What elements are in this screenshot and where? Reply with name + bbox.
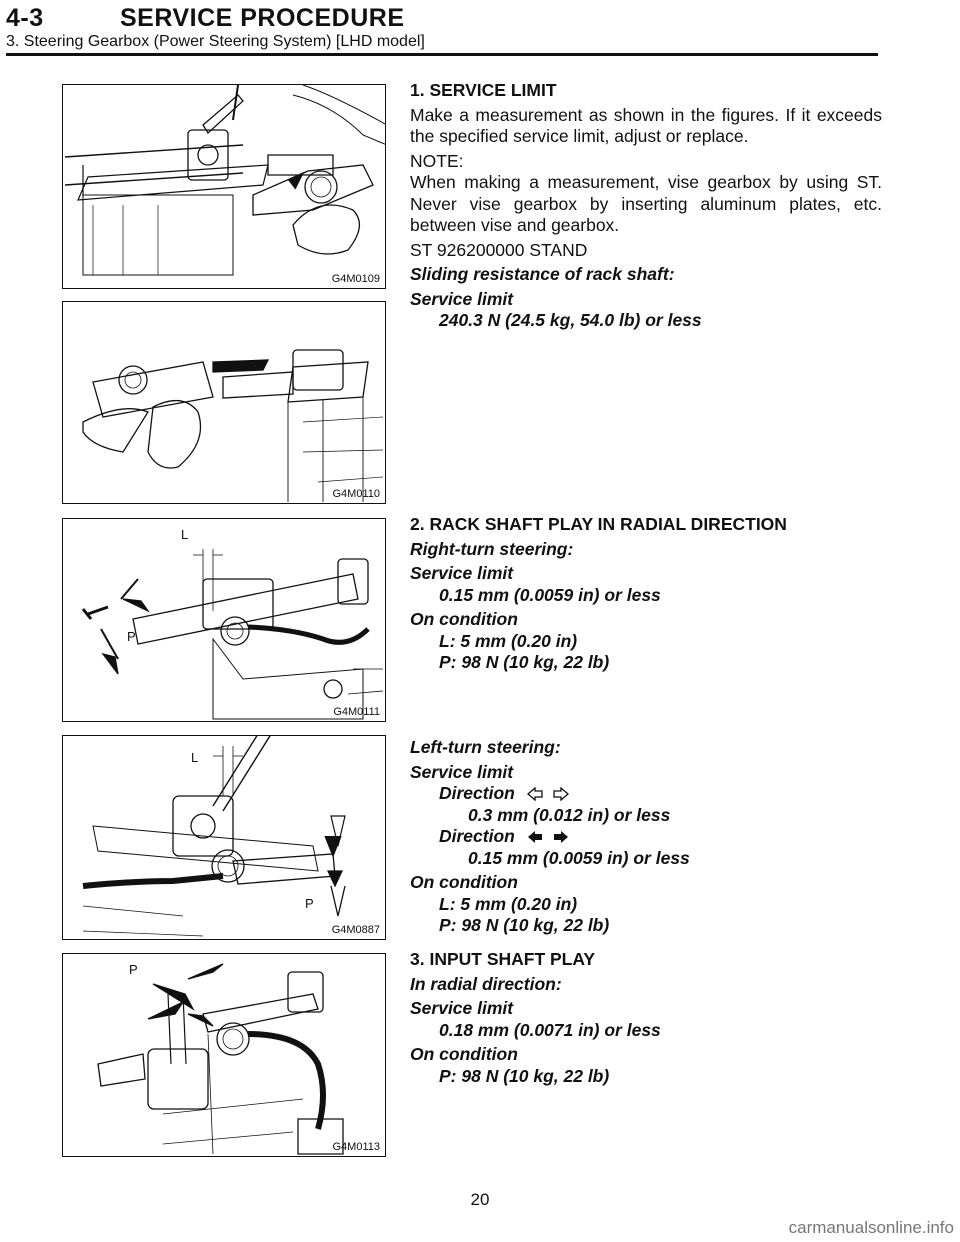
spec-item: Right-turn steering: (410, 538, 574, 559)
special-tool: ST 926200000 STAND (410, 239, 588, 260)
section-left-turn (410, 734, 882, 937)
figure-g4m0110 (62, 301, 386, 504)
figure-id: G4M0887 (331, 924, 380, 936)
section-heading: 1. SERVICE LIMIT (410, 80, 557, 100)
figure-id: G4M0109 (331, 273, 380, 285)
note-label: NOTE: (410, 150, 464, 171)
page-subtitle: 3. Steering Gearbox (Power Steering System) [LHD model] (6, 33, 425, 50)
figure-g4m0113 (62, 953, 386, 1157)
limit-value: 0.18 mm (0.0071 in) or less (439, 1019, 661, 1040)
page-number: 20 (470, 1190, 490, 1209)
figure-g4m0111 (62, 518, 386, 722)
section-rack-radial-play (410, 514, 882, 674)
condition-l: L: 5 mm (0.20 in) (439, 630, 578, 651)
direction-row-2 (410, 826, 882, 848)
spec-item: Left-turn steering: (410, 737, 561, 757)
condition-p: P: 98 N (10 kg, 22 lb) (439, 652, 610, 672)
section-heading: 3. INPUT SHAFT PLAY (410, 949, 596, 969)
direction-label: Direction (439, 826, 515, 846)
limit-value: 0.15 mm (0.0059 in) or less (439, 584, 661, 605)
limit-value: 240.3 N (24.5 kg, 54.0 lb) or less (439, 310, 702, 330)
limit-label: Service limit (410, 288, 514, 309)
figure-id: G4M0110 (332, 488, 380, 500)
section-code: 4-3 (6, 4, 44, 32)
spec-item: In radial direction: (410, 973, 562, 994)
figure-g4m0887 (62, 735, 386, 940)
rack-radial-play-right-illustration (63, 519, 386, 722)
force-label-p: P (305, 896, 314, 911)
direction-value-1: 0.3 mm (0.012 in) or less (468, 804, 671, 825)
direction-row-1 (410, 783, 882, 805)
force-label-p: P (129, 962, 138, 977)
dimension-label-l: L (191, 750, 199, 765)
figure-id: G4M0113 (332, 1141, 380, 1153)
spec-item: Sliding resistance of rack shaft: (410, 264, 675, 284)
note-text: When making a measurement, vise gearbox by using ST. Never vise gearbox by inserting aluminum plates, etc. between vise and gearbox. (410, 172, 882, 235)
limit-label: Service limit (410, 563, 514, 583)
header-rule (6, 53, 878, 56)
direction-label: Direction (439, 783, 515, 803)
condition-label: On condition (410, 872, 518, 892)
section-input-shaft-play (410, 949, 882, 1087)
figure-g4m0109 (62, 84, 386, 289)
rack-slide-force-illustration-2 (63, 302, 386, 504)
section-service-limit (410, 80, 882, 332)
direction-value-2: 0.15 mm (0.0059 in) or less (468, 847, 690, 868)
outline-arrows-icon (526, 787, 570, 801)
force-label-p: P (127, 629, 136, 644)
dimension-label-l: L (181, 527, 189, 542)
figure-id: G4M0111 (333, 706, 380, 718)
rack-slide-force-illustration-1 (63, 85, 386, 289)
solid-arrows-icon (526, 830, 570, 844)
condition-p: P: 98 N (10 kg, 22 lb) (439, 1065, 610, 1086)
input-shaft-play-illustration (63, 954, 386, 1157)
page-title: SERVICE PROCEDURE (120, 4, 405, 32)
condition-l: L: 5 mm (0.20 in) (439, 893, 578, 914)
condition-p: P: 98 N (10 kg, 22 lb) (439, 915, 610, 935)
limit-label: Service limit (410, 998, 514, 1018)
limit-label: Service limit (410, 761, 514, 782)
condition-label: On condition (410, 609, 518, 629)
rack-radial-play-left-illustration (63, 736, 386, 940)
condition-label: On condition (410, 1044, 518, 1064)
body-text: Make a measurement as shown in the figures. If it exceeds the specified service limit, adjust or replace. (410, 104, 882, 146)
section-heading: 2. RACK SHAFT PLAY IN RADIAL DIRECTION (410, 514, 787, 534)
watermark: carmanualsonline.info (788, 1218, 954, 1237)
